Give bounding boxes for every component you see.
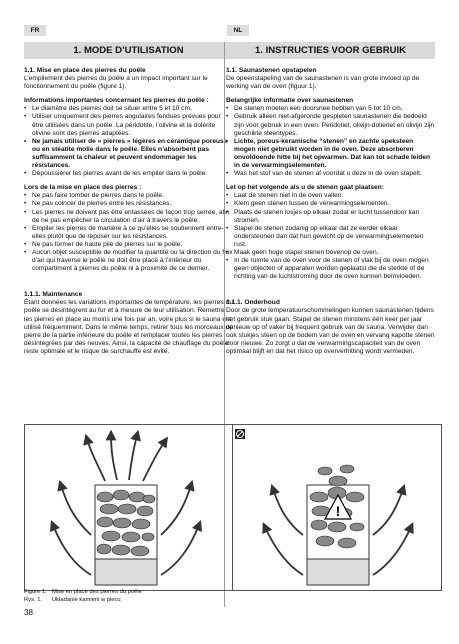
list-item: • Ne pas former de haute pile de pierres sur le poêle.	[32, 241, 233, 249]
list-item: • Laat de stenen niet in de oven vallen.	[234, 192, 435, 200]
fr-section-title: 1. MODE D’UTILISATION	[24, 42, 233, 59]
list-item: • Was het stof van de stenen af voordat u deze in de oven stapelt.	[234, 170, 435, 178]
list-item: • In de ruimte van de oven voor de stenen of vlak bij de oven mogen geen objecten of apparaten worden geplaatst die de sterkte of de richting van de luchtstroming door de oven kunnen beïnvloeden.	[234, 257, 435, 281]
list-item: • Les pierres ne doivent pas être entassées de façon trop serrée, afin de ne pas empêcher la circulation d’air à travers le poêle.	[32, 209, 233, 225]
lang-badge-fr: FR	[24, 25, 46, 36]
list-item: • Aucun objet susceptible de modifier la quantité ou la direction du flux d’air qui traverse le poêle ne doit être placé à l’intérieur du compartiment à pierres du poêle ni à proximité de ce dernier.	[32, 249, 233, 273]
dutch-column	[226, 42, 435, 356]
list-item: • Maak geen hoge stapel stenen bovenop de oven.	[234, 249, 435, 257]
nl-subsection-title: 1.1. Saunastenen opstapelen	[226, 67, 317, 74]
french-column	[24, 42, 233, 356]
fr-mise-list	[24, 192, 233, 273]
nl-section-title: 1. INSTRUCTIES VOOR GEBRUIK	[226, 42, 435, 59]
nl-maintenance-title: 1.1.1. Onderhoud	[226, 299, 280, 307]
fr-info-title: Informations importantes concernant les pierres du poêle :	[24, 97, 209, 105]
svg-text:!: !	[335, 503, 341, 519]
fr-maintenance-text: Étant données les variations importantes de température, les pierres du poêle se désintègrent au fur et à mesure de leur utilisation. Remettre les pierres en place au moins une fois par an, voire plus si le sauna est utilisé fréquemment. Dans le même temps, retirer tous les morceaux de pierre de la partie inférieure du poêle et remplacer toutes les pierres désintégrées par des neuves. Ainsi, la capacité de chauffage du poêle reste optimale et le risque de surchauffe est évité.	[24, 299, 233, 355]
list-item: • Plaats de stenen losjes op elkaar zodat er lucht tussendoor kan stromen.	[234, 209, 435, 225]
nl-maintenance-text: Door de grote temperatuurschommelingen kunnen saunastenen tijdens het gebruik stuk gaan. Stapel de stenen minstens één keer per jaar opnieuw op of vaker bij frequent gebruik van de sauna. Verwijder dan ook stukjes steen op de bodem van de oven en vervang kapotte stenen door nieuwe. Zo zorgt u dat de verwarmingscapaciteit van de oven optimaal blijft en dat het risico op oververhitting wordt vermeden.	[226, 307, 435, 355]
caption-fig-label: Figure 1.	[24, 589, 47, 595]
fr-mise-title: Lors de la mise en place des pierres :	[24, 184, 142, 192]
list-item: • Stapel de stenen zodanig op elkaar dat ze eerder elkaar ondersteunen dan dat hun gewicht op de verwarmingselementen rust.	[234, 225, 435, 249]
list-item: • Gebruik alleen niet-afgeronde gespleten saunastenen die bedoeld zijn voor gebruik in een oven. Peridotiet, olivijn-dolieriet en olivijn zijn geschikte steentypes.	[234, 113, 435, 137]
list-item: • Dépoussiérer les pierres avant de les empiler dans le poêle.	[32, 170, 233, 178]
fr-subsection-title: 1.1. Mise en place des pierres du poêle	[24, 67, 146, 74]
list-item: • Klem geen stenen tussen de verwarmingselementen.	[234, 200, 435, 208]
incorrect-stacking-illustration	[233, 425, 441, 590]
list-item: • Ne pas coincer de pierres entre les résistances.	[32, 200, 233, 208]
fr-maintenance-title: 1.1.1. Maintenance	[24, 291, 83, 299]
list-item: • Le diamètre des pierres doit se situer entre 5 et 10 cm.	[32, 105, 233, 113]
fr-info-list	[24, 105, 233, 178]
nl-let-list	[226, 192, 435, 281]
list-item: • Lichte, poreus-keramische “stenen” en zachte speksteen mogen niet gebruikt worden in de oven. Deze absorberen onvoldoende hitte bij het opwarmen. Dat kan tot schade leiden in de verwarmingselementen.	[234, 138, 435, 170]
fr-intro-text: L’empilement des pierres du poêle a un impact important sur le fonctionnement du poêle (figure 1).	[24, 75, 208, 91]
lang-badge-nl: NL	[227, 25, 249, 36]
nl-let-title: Let op het volgende als u de stenen gaat plaatsen:	[226, 184, 384, 192]
figure-1-stone-stacking	[24, 424, 442, 591]
caption-fig-text: Mise en place des pierres du poêle	[52, 589, 142, 595]
figure-caption	[24, 589, 142, 604]
caption-rys-text: Układanie kamieni w piecu	[52, 596, 121, 603]
page-number: 38	[24, 608, 33, 617]
nl-intro-text: De opeenstapeling van de saunastenen is van grote invloed op de werking van de oven (figuur 1).	[226, 75, 420, 91]
correct-stacking-illustration	[25, 425, 232, 590]
nl-info-list	[226, 105, 435, 178]
list-item: • Utiliser uniquement des pierres angulaires fendues prévues pour être utilisées dans un poêle. La péridotite, l’olivine et la dolérite olivine sont des pierres adaptées.	[32, 113, 233, 137]
list-item: • Ne pas faire tomber de pierres dans le poêle.	[32, 192, 233, 200]
caption-rys-label: Rys. 1.	[24, 596, 43, 603]
list-item: • Ne jamais utiliser de « pierres » légères en céramique poreuse ou en stéatite molle dans le poêle. Elles n’absorbent pas suffisamment la chaleur et peuvent endommager les résistances.	[32, 138, 233, 170]
nl-info-title: Belangrijke informatie over saunastenen	[226, 97, 354, 105]
list-item: • Empiler les pierres de manière à ce qu’elles se soutiennent entre-elles plutôt que de reposer sur les résistances.	[32, 225, 233, 241]
list-item: • De stenen moeten een doorsnee hebben van 5 tot 10 cm.	[234, 105, 435, 113]
